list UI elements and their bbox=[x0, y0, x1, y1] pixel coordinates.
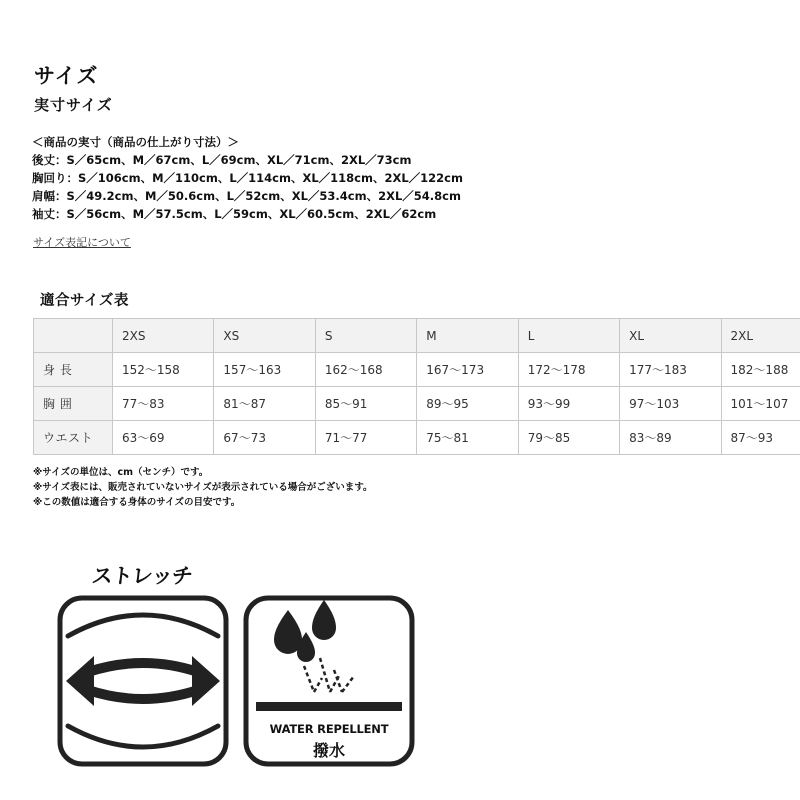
table-cell: 71～77 bbox=[315, 421, 416, 455]
column-header: 2XL bbox=[721, 319, 800, 353]
note-unavailable-sizes: ※サイズ表には、販売されていないサイズが表示されている場合がございます。 bbox=[33, 482, 373, 493]
column-header: 2XS bbox=[113, 319, 214, 353]
note-unit: ※サイズの単位は、cm（センチ）です。 bbox=[33, 467, 209, 478]
table-cell: 157～163 bbox=[214, 353, 315, 387]
stretch-icon bbox=[56, 594, 230, 768]
table-cell: 101～107 bbox=[721, 387, 800, 421]
column-header: S bbox=[315, 319, 416, 353]
table-corner-cell bbox=[34, 319, 113, 353]
table-cell: 63～69 bbox=[113, 421, 214, 455]
column-header: XL bbox=[620, 319, 721, 353]
measurement-heading: ＜商品の実寸（商品の仕上がり寸法）＞ bbox=[32, 135, 239, 149]
measurement-block bbox=[32, 133, 463, 223]
water-repellent-kanji: 撥水 bbox=[312, 741, 345, 760]
table-cell: 182～188 bbox=[721, 353, 800, 387]
table-cell: 75～81 bbox=[417, 421, 518, 455]
table-cell: 93～99 bbox=[518, 387, 619, 421]
table-cell: 152～158 bbox=[113, 353, 214, 387]
measurement-line-sleeve: 袖丈：S／56cm、M／57.5cm、L／59cm、XL／60.5cm、2XL／62cm bbox=[32, 207, 437, 221]
table-cell: 77～83 bbox=[113, 387, 214, 421]
note-body-size-guide: ※この数値は適合する身体のサイズの目安です。 bbox=[33, 497, 241, 508]
column-header: XS bbox=[214, 319, 315, 353]
table-cell: 81～87 bbox=[214, 387, 315, 421]
table-cell: 87～93 bbox=[721, 421, 800, 455]
measurement-line-back-length: 後丈：S／65cm、M／67cm、L／69cm、XL／71cm、2XL／73cm bbox=[32, 153, 412, 167]
table-cell: 97～103 bbox=[620, 387, 721, 421]
column-header: L bbox=[518, 319, 619, 353]
column-header: M bbox=[417, 319, 518, 353]
table-header-row bbox=[34, 319, 800, 353]
water-repellent-caption: WATER REPELLENT bbox=[269, 722, 389, 736]
table-cell: 67～73 bbox=[214, 421, 315, 455]
size-table bbox=[33, 318, 800, 455]
row-header-height: 身 長 bbox=[34, 353, 113, 387]
table-cell: 162～168 bbox=[315, 353, 416, 387]
table-cell: 172～178 bbox=[518, 353, 619, 387]
table-row bbox=[34, 353, 800, 387]
size-notation-link[interactable]: サイズ表記について bbox=[33, 236, 131, 249]
size-notes bbox=[33, 465, 372, 510]
table-cell: 167～173 bbox=[417, 353, 518, 387]
row-header-waist: ウエスト bbox=[34, 421, 113, 455]
table-row bbox=[34, 387, 800, 421]
table-cell: 79～85 bbox=[518, 421, 619, 455]
section-subtitle: 実寸サイズ bbox=[34, 96, 113, 114]
table-cell: 177～183 bbox=[620, 353, 721, 387]
page-title: サイズ bbox=[34, 64, 99, 88]
stretch-label: ストレッチ bbox=[90, 564, 193, 588]
measurement-line-chest: 胸回り：S／106cm、M／110cm、L／114cm、XL／118cm、2XL／122cm bbox=[32, 171, 463, 185]
table-row bbox=[34, 421, 800, 455]
table-cell: 83～89 bbox=[620, 421, 721, 455]
size-table-title: 適合サイズ表 bbox=[40, 293, 129, 309]
table-cell: 89～95 bbox=[417, 387, 518, 421]
table-cell: 85～91 bbox=[315, 387, 416, 421]
row-header-chest: 胸 囲 bbox=[34, 387, 113, 421]
measurement-line-shoulder: 肩幅：S／49.2cm、M／50.6cm、L／52cm、XL／53.4cm、2XL／54.8cm bbox=[32, 189, 461, 203]
